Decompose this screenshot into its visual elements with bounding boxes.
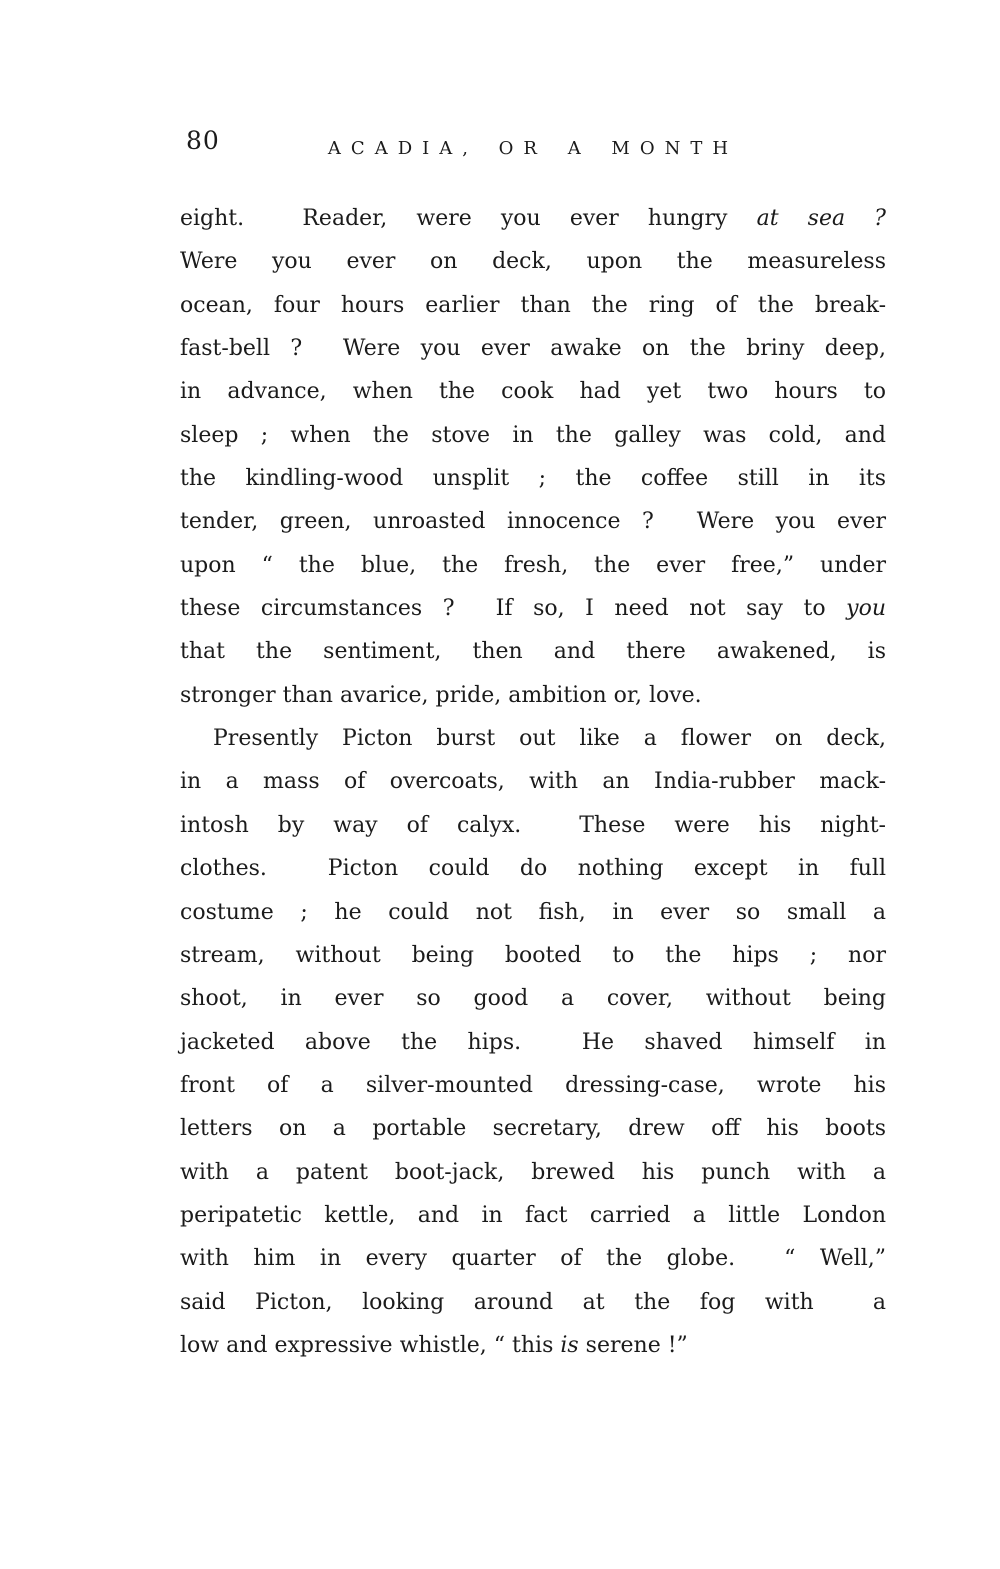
text-line: [180, 977, 886, 1020]
text-line: [180, 630, 886, 673]
body-text: [180, 197, 886, 1367]
text-line: [180, 717, 886, 760]
text-segment: peripatetic kettle, and in fact carried a little London: [180, 1202, 886, 1228]
italic-text: you: [846, 596, 886, 622]
text-line: [180, 804, 886, 847]
text-segment: clothes. Picton could do nothing except in full: [180, 856, 886, 882]
text-line: [180, 327, 886, 370]
text-segment: with a patent boot-jack, brewed his punch with a: [180, 1159, 886, 1185]
text-line: [180, 847, 886, 890]
text-line: [180, 760, 886, 803]
italic-text: at sea ?: [756, 206, 886, 231]
text-segment: that the sentiment, then and there awakened, is: [180, 639, 886, 665]
text-segment: shoot, in ever so good a cover, without being: [180, 986, 886, 1012]
text-segment: Presently Picton burst out like a flower on deck,: [213, 726, 886, 752]
text-segment: these circumstances ? If so, I need not say to: [180, 596, 847, 622]
text-segment: in a mass of overcoats, with an India-rubber mack-: [180, 769, 886, 795]
text-segment: stream, without being booted to the hips ; nor: [180, 942, 886, 968]
text-segment: low and expressive whistle, “ this: [180, 1332, 561, 1358]
text-line: [180, 414, 886, 457]
text-line: [180, 284, 886, 327]
text-segment: eight. Reader, were you ever hungry: [180, 206, 757, 231]
text-line: [180, 197, 886, 240]
text-segment: front of a silver-mounted dressing-case, wrote his: [180, 1072, 886, 1098]
text-line: [180, 1237, 886, 1280]
text-segment: the kindling-wood unsplit ; the coffee still in its: [180, 466, 886, 492]
text-segment: upon “ the blue, the fresh, the ever free,” under: [180, 552, 886, 578]
page-number: 80: [186, 126, 220, 155]
text-segment: stronger than avarice, pride, ambition or, love.: [180, 682, 702, 708]
text-line: [180, 1151, 886, 1194]
text-line: [180, 1324, 886, 1367]
text-segment: costume ; he could not fish, in ever so small a: [180, 899, 886, 925]
text-line: [180, 240, 886, 283]
text-segment: Were you ever on deck, upon the measureless: [180, 249, 886, 275]
running-header: ACADIA, OR A MONTH: [327, 138, 739, 159]
text-line: [180, 500, 886, 543]
text-segment: sleep ; when the stove in the galley was cold, and: [180, 422, 886, 448]
text-segment: serene !”: [578, 1332, 688, 1358]
text-segment: ocean, four hours earlier than the ring of the break-: [180, 292, 886, 318]
text-line: [180, 1064, 886, 1107]
italic-text: is: [560, 1332, 579, 1358]
text-segment: in advance, when the cook had yet two hours to: [180, 379, 886, 405]
text-segment: intosh by way of calyx. These were his night-: [180, 812, 886, 838]
text-line: [180, 1021, 886, 1064]
text-line: [180, 674, 886, 717]
text-segment: fast-bell ? Were you ever awake on the briny deep,: [180, 336, 886, 362]
text-line: [180, 544, 886, 587]
text-line: [180, 587, 886, 630]
text-segment: tender, green, unroasted innocence ? Were you ever: [180, 509, 886, 535]
text-line: [180, 457, 886, 500]
text-line: [180, 934, 886, 977]
text-segment: said Picton, looking around at the fog with a: [180, 1289, 886, 1315]
text-line: [180, 891, 886, 934]
text-segment: with him in every quarter of the globe. “ Well,”: [180, 1246, 886, 1272]
text-line: [180, 1281, 886, 1324]
text-line: [180, 1107, 886, 1150]
text-segment: letters on a portable secretary, drew off his boots: [180, 1116, 886, 1142]
text-line: [180, 1194, 886, 1237]
text-line: [180, 370, 886, 413]
text-segment: jacketed above the hips. He shaved himself in: [180, 1029, 886, 1055]
